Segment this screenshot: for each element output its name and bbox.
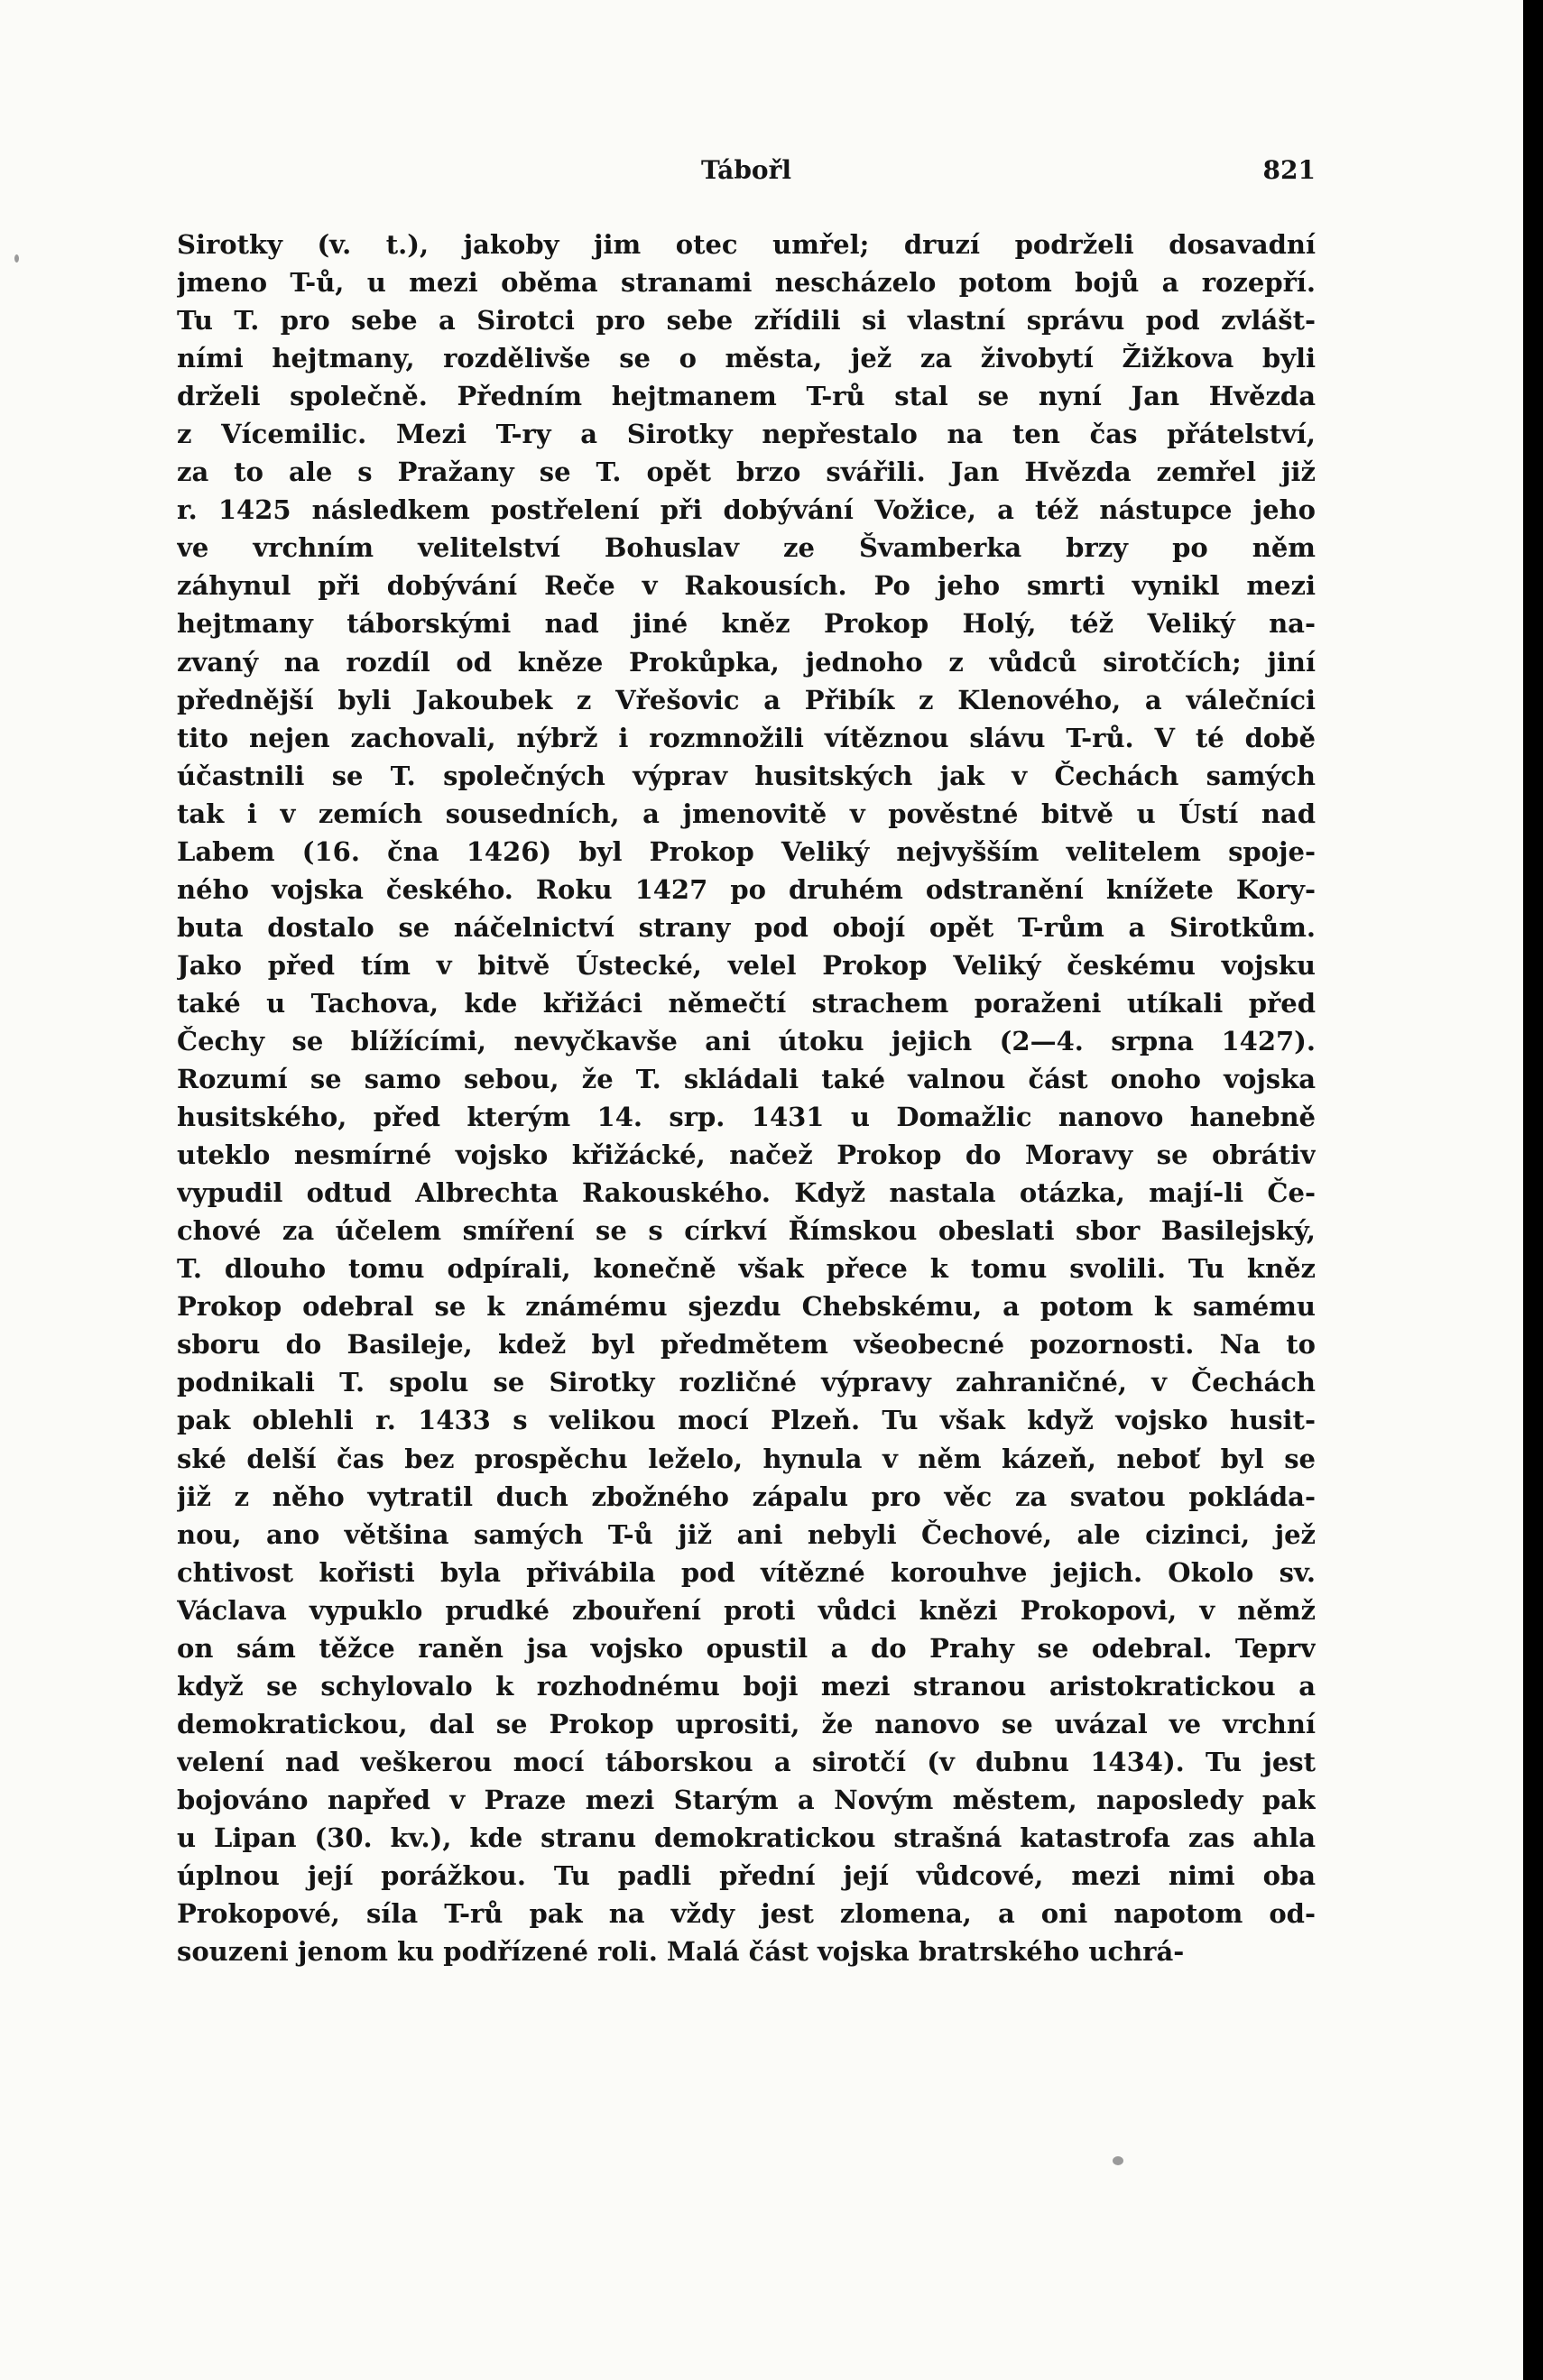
text-line: on sám těžce raněn jsa vojsko opustil a do Prahy se odebral. Teprv — [177, 1632, 1316, 1664]
text-line: ného vojska českého. Roku 1427 po druhém odstranění knížete Kory- — [177, 873, 1316, 905]
text-line: Prokopové, síla T-rů pak na vždy jest zlomena, a oni napotom od- — [177, 1898, 1316, 1930]
text-line: tak i v zemích sousedních, a jmenovitě v pověstné bitvě u Ústí nad — [177, 798, 1316, 829]
text-line: r. 1425 následkem postřelení při dobývání Vožice, a též nástupce jeho — [177, 494, 1316, 526]
page-number: 821 — [1262, 155, 1316, 185]
text-line: Prokop odebral se k známému sjezdu Chebskému, a potom k samému — [177, 1291, 1316, 1323]
text-line: záhynul při dobývání Reče v Rakousích. Po jeho smrti vynikl mezi — [177, 570, 1316, 602]
text-line: husitského, před kterým 14. srp. 1431 u Domažlic nanovo hanebně — [177, 1102, 1316, 1133]
text-line: účastnili se T. společných výprav husitských jak v Čechách samých — [177, 760, 1316, 791]
text-line: tito nejen zachovali, nýbrž i rozmnožili vítěznou slávu T-rů. V té době — [177, 722, 1316, 753]
text-line: souzeni jenom ku podřízené roli. Malá část vojska bratrského uchrá- — [177, 1936, 1185, 1968]
text-line: také u Tachova, kde křižáci němečtí strachem poraženi utíkali před — [177, 987, 1316, 1019]
text-line: Jako před tím v bitvě Ústecké, velel Prokop Veliký českému vojsku — [177, 949, 1316, 981]
text-line: Tu T. pro sebe a Sirotci pro sebe zřídili si vlastní správu pod zvlášt- — [177, 305, 1316, 337]
text-line: T. dlouho tomu odpírali, konečně však přece k tomu svolili. Tu kněz — [177, 1253, 1316, 1285]
text-line: z Vícemilic. Mezi T-ry a Sirotky nepřestalo na ten čas přátelství, — [177, 419, 1316, 450]
text-line: ské delší čas bez prospěchu leželo, hynula v něm kázeň, neboť byl se — [177, 1443, 1316, 1474]
text-line: drželi společně. Předním hejtmanem T-rů stal se nyní Jan Hvězda — [177, 381, 1316, 412]
running-title: Tábořl — [701, 155, 791, 185]
text-line: jmeno T-ů, u mezi oběma stranami nescházelo potom bojů a rozepří. — [177, 267, 1316, 299]
text-line: velení nad veškerou mocí táborskou a sirotčí (v dubnu 1434). Tu jest — [177, 1746, 1316, 1777]
text-line: chové za účelem smíření se s církví Římskou obeslati sbor Basilejský, — [177, 1215, 1316, 1247]
text-line: podnikali T. spolu se Sirotky rozličné výpravy zahraničné, v Čechách — [177, 1367, 1316, 1398]
body-text — [177, 226, 1316, 1970]
text-line: hejtmany táborskými nad jiné kněz Prokop Holý, též Veliký na- — [177, 608, 1316, 640]
text-line: Václava vypuklo prudké zbouření proti vůdci knězi Prokopovi, v němž — [177, 1594, 1316, 1626]
text-line: za to ale s Pražany se T. opět brzo svářili. Jan Hvězda zemřel již — [177, 457, 1316, 488]
text-line: u Lipan (30. kv.), kde stranu demokratickou strašná katastrofa zas ahla — [177, 1822, 1316, 1853]
text-line: buta dostalo se náčelnictví strany pod obojí opět T-rům a Sirotkům. — [177, 911, 1316, 943]
text-line: nou, ano většina samých T-ů již ani nebyli Čechové, ale cizinci, jež — [177, 1518, 1316, 1550]
text-line: zvaný na rozdíl od kněze Prokůpka, jednoho z vůdců sirotčích; jiní — [177, 646, 1316, 678]
text-line: bojováno napřed v Praze mezi Starým a Novým městem, naposledy pak — [177, 1784, 1316, 1815]
text-line: chtivost kořisti byla přivábila pod vítězné korouhve jejich. Okolo sv. — [177, 1556, 1316, 1588]
scan-border — [1523, 0, 1543, 2380]
text-line: přednější byli Jakoubek z Vřešovic a Přibík z Klenového, a válečníci — [177, 684, 1316, 715]
text-line: vypudil odtud Albrechta Rakouského. Když nastala otázka, mají-li Če- — [177, 1177, 1316, 1209]
text-line: Sirotky (v. t.), jakoby jim otec umřel; druzí podrželi dosavadní — [177, 229, 1316, 260]
text-line: demokratickou, dal se Prokop uprositi, že nanovo se uvázal ve vrchní — [177, 1708, 1316, 1739]
text-line: když se schylovalo k rozhodnému boji mezi stranou aristokratickou a — [177, 1670, 1316, 1702]
scan-speck — [14, 254, 19, 263]
text-line: ve vrchním velitelství Bohuslav ze Švamberka brzy po něm — [177, 532, 1316, 564]
text-line: již z něho vytratil duch zbožného zápalu pro věc za svatou pokláda- — [177, 1481, 1316, 1512]
scan-speck — [1113, 2156, 1123, 2165]
text-line: sboru do Basileje, kdež byl předmětem všeobecné pozornosti. Na to — [177, 1329, 1316, 1361]
running-head — [177, 155, 1316, 191]
text-line: uteklo nesmírné vojsko křižácké, načež Prokop do Moravy se obrátiv — [177, 1139, 1316, 1171]
text-line: Rozumí se samo sebou, že T. skládali také valnou část onoho vojska — [177, 1064, 1316, 1095]
text-line: Labem (16. čna 1426) byl Prokop Veliký nejvyšším velitelem spoje- — [177, 835, 1316, 867]
text-line: pak oblehli r. 1433 s velikou mocí Plzeň. Tu však když vojsko husit- — [177, 1405, 1316, 1436]
text-line: Čechy se blížícími, nevyčkavše ani útoku jejich (2—4. srpna 1427). — [177, 1025, 1316, 1056]
text-line: úplnou její porážkou. Tu padli přední její vůdcové, mezi nimi oba — [177, 1860, 1316, 1892]
text-line: ními hejtmany, rozdělivše se o města, jež za živobytí Žižkova byli — [177, 343, 1316, 374]
